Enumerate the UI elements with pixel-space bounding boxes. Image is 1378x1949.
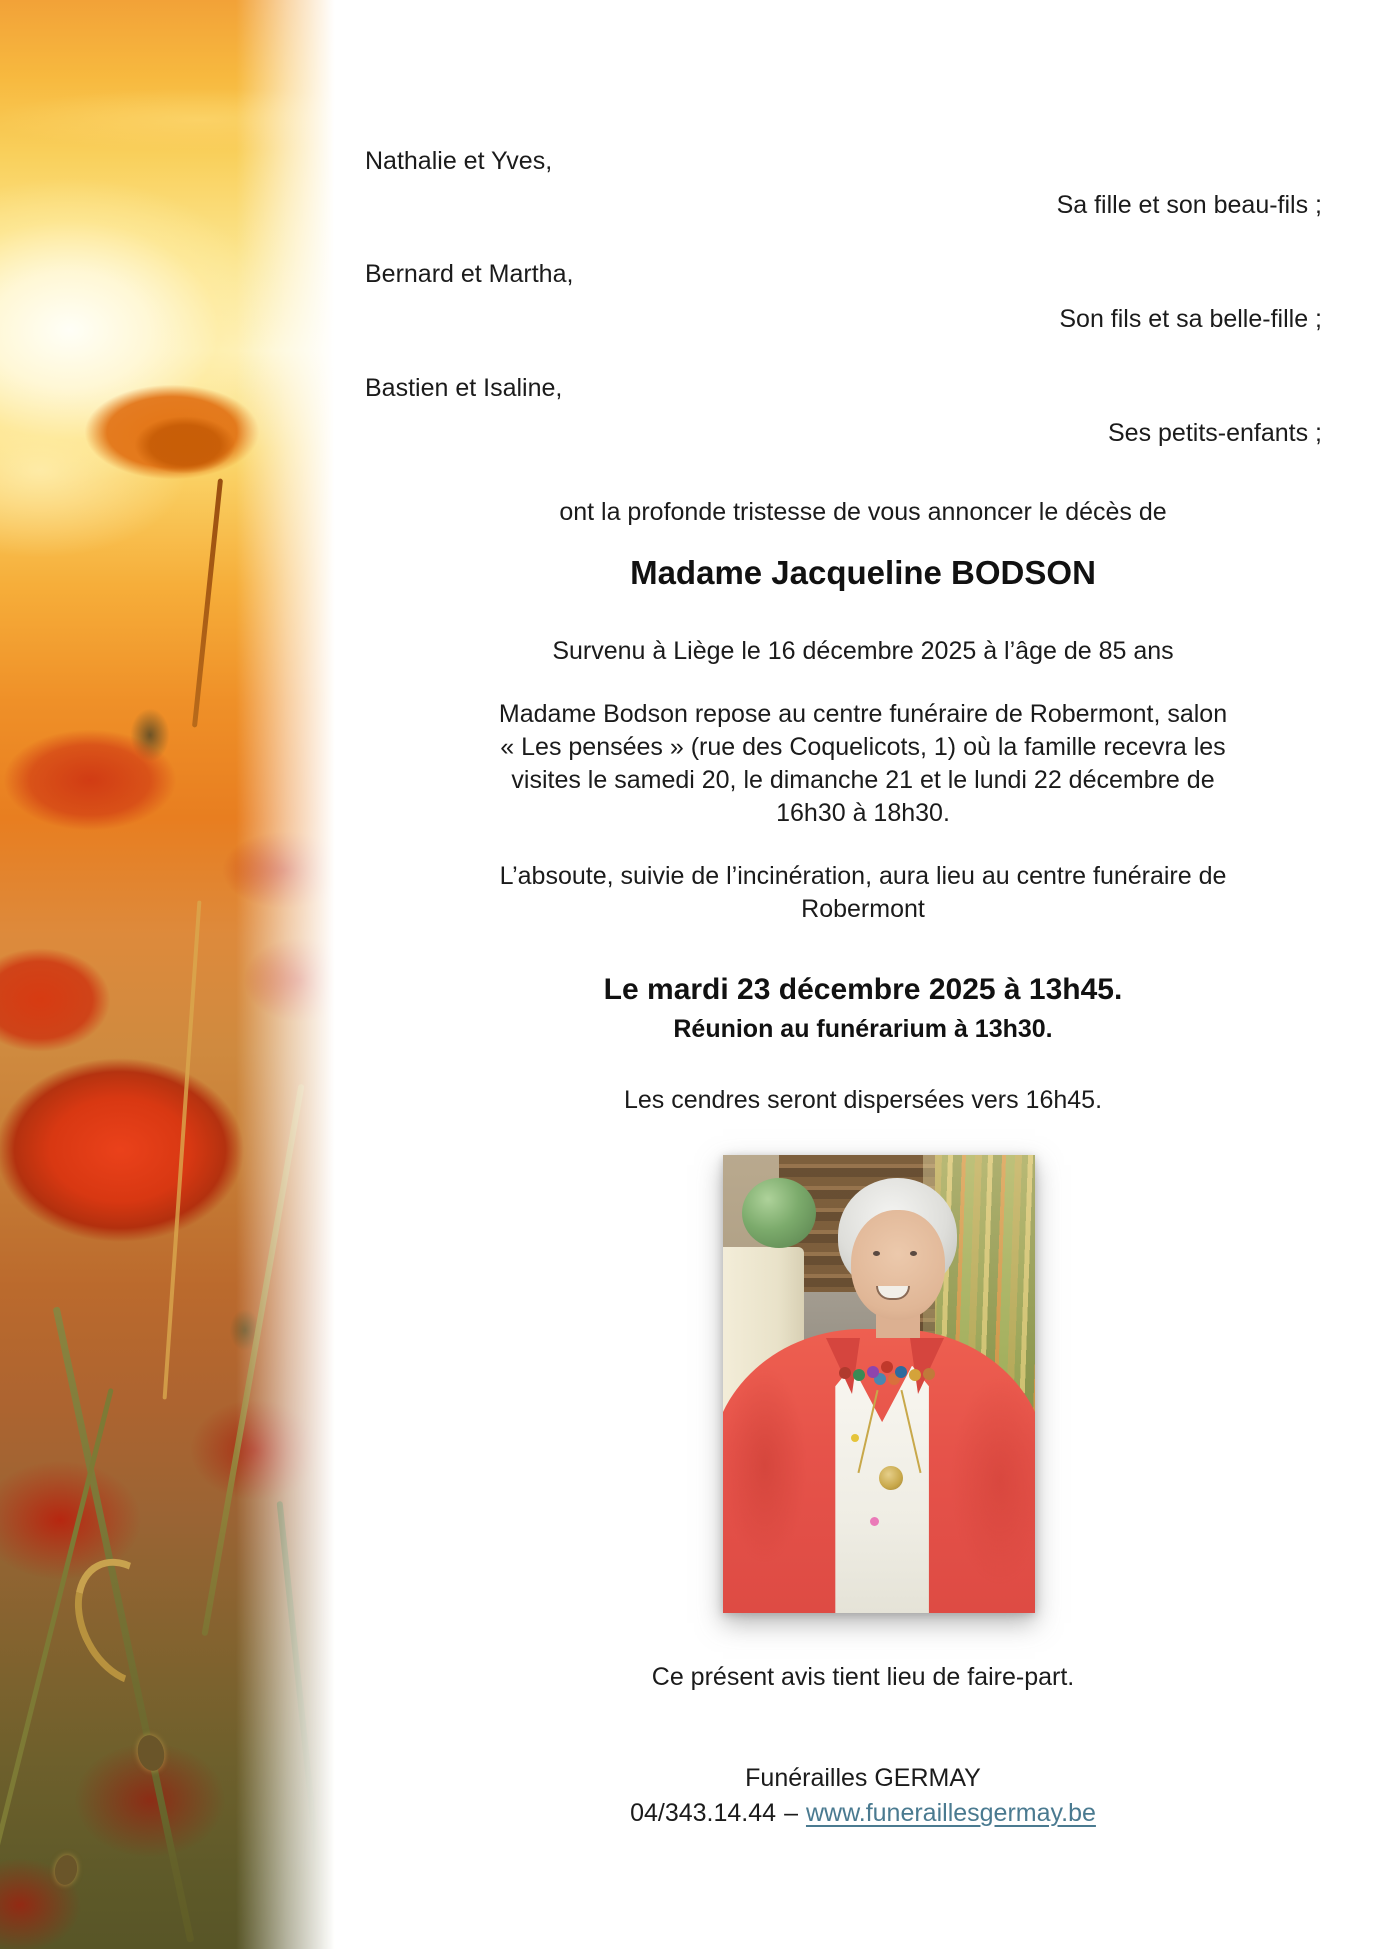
family-relation-line: Ses petits-enfants ;: [1107, 419, 1322, 447]
image-fade-edge: [236, 0, 348, 1949]
poppy-stem: [163, 900, 202, 1399]
repose-line: visites le samedi 20, le dimanche 21 et le lundi 22 décembre de: [511, 766, 1215, 794]
phone-number: 04/343.14.44: [630, 1799, 777, 1827]
ceremony-date-line: Le mardi 23 décembre 2025 à 13h45.: [603, 973, 1123, 1006]
absoute-line: L’absoute, suivie de l’incinération, aura lieu au centre funéraire de: [499, 862, 1227, 890]
announcement-line: ont la profonde tristesse de vous annoncer le décès de: [559, 498, 1167, 526]
absoute-line: Robermont: [801, 895, 925, 923]
family-relation-line: Sa fille et son beau-fils ;: [1056, 191, 1322, 219]
repose-paragraph: [348, 698, 1378, 830]
poppy-stem: [0, 1388, 114, 1941]
photo-face: [851, 1210, 945, 1320]
repose-line: « Les pensées » (rue des Coquelicots, 1) où la famille recevra les: [500, 733, 1226, 761]
portrait-photo-container: [348, 1155, 1378, 1613]
portrait-photo: [723, 1155, 1035, 1613]
family-names-line: Nathalie et Yves,: [365, 147, 553, 175]
family-relation-line: Son fils et sa belle-fille ;: [1059, 305, 1322, 333]
curved-poppy-stem: [54, 1541, 201, 1705]
family-names-line: Bastien et Isaline,: [365, 374, 563, 402]
family-names-line: Bernard et Martha,: [365, 260, 574, 288]
ashes-dispersal-line: Les cendres seront dispersées vers 16h45.: [623, 1086, 1103, 1114]
funeral-home-contact: [348, 1797, 1378, 1830]
reunion-line: Réunion au funérarium à 13h30.: [673, 1015, 1053, 1043]
deceased-name-heading: Madame Jacqueline BODSON: [630, 554, 1096, 591]
photo-jacket-collar: [910, 1338, 944, 1394]
photo-eye: [873, 1251, 880, 1256]
poppy-bud: [135, 1733, 168, 1774]
poppy-field-image: [0, 0, 348, 1949]
photo-jacket-collar: [826, 1338, 860, 1394]
photo-blouse-dot: [870, 1517, 879, 1526]
faire-part-notice-line: Ce présent avis tient lieu de faire-part.: [651, 1663, 1075, 1691]
poppy-bud: [53, 1853, 80, 1886]
poppy-stem: [192, 478, 223, 727]
absoute-paragraph: [348, 860, 1378, 926]
photo-topiary-ball: [742, 1178, 816, 1248]
funeral-home-name: Funérailles GERMAY: [745, 1764, 981, 1792]
death-notice-line: Survenu à Liège le 16 décembre 2025 à l’âge de 85 ans: [552, 637, 1174, 665]
repose-line: Madame Bodson repose au centre funéraire de Robermont, salon: [498, 700, 1228, 728]
announcement-content: [348, 0, 1378, 1830]
contact-separator: –: [784, 1799, 798, 1827]
repose-line: 16h30 à 18h30.: [776, 799, 950, 827]
photo-bead-necklace: [881, 1361, 893, 1373]
funeral-home-website-link[interactable]: www.funeraillesgermay.be: [805, 1799, 1096, 1827]
